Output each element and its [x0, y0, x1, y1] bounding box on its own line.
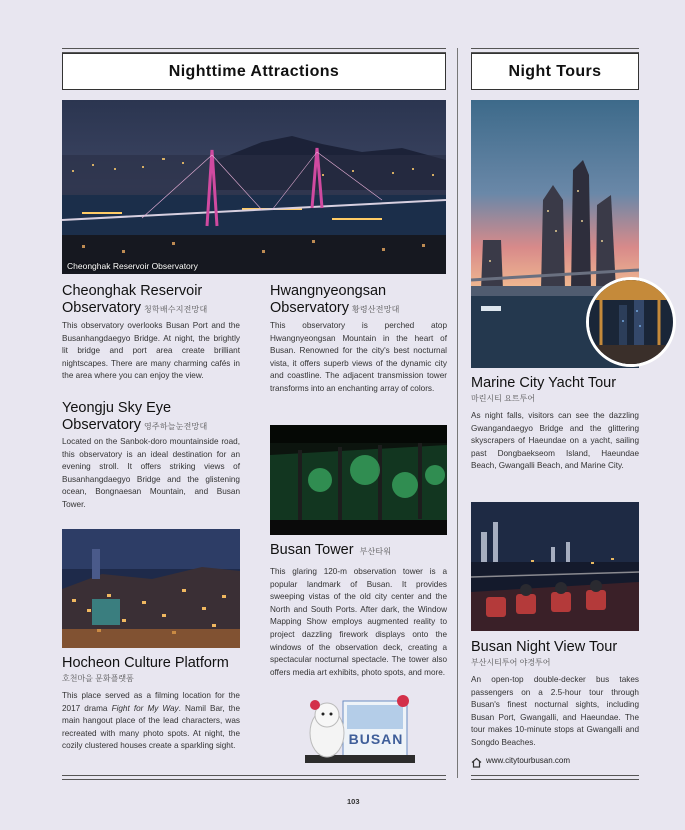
cheonghak-photo	[62, 100, 446, 274]
website-link[interactable]	[471, 755, 570, 766]
hwangnyeongsan-korean: 황령산전망대	[351, 305, 400, 314]
section-title-label: Night Tours	[508, 62, 602, 80]
yeongju-body: Located on the Sanbok-doro mountainside road, this observatory is an ideal destination for an evening stroll. It offers striking views of Busanhangdaegyo Bridge and the glistening ocean, Bongnaesan Mountain, and Busan Tower.	[62, 437, 240, 509]
yacht-body: As night falls, visitors can see the dazzling Gwangandaegyo Bridge and the glittering skyscrapers of Haeundae on a yacht, sailing past Dongbaekseom Island, Haeundae Beach, Gwangalli Beach, and Marine City.	[471, 411, 639, 471]
busan-logo-text: BUSAN	[348, 731, 404, 747]
section-title-night-tours	[471, 53, 639, 90]
yeongju-title-line2: Observatory	[62, 417, 141, 433]
cheonghak-caption: Cheonghak Reservoir Observatory	[67, 261, 198, 271]
home-icon	[471, 755, 482, 766]
busan-tower-title	[270, 542, 450, 560]
bottom-rule-left-1	[62, 775, 446, 776]
hwangnyeongsan-title-line1: Hwangnyeongsan	[270, 283, 387, 299]
top-rule-left-1	[62, 48, 446, 49]
yeongju-korean: 영주하늘눈전망대	[143, 422, 208, 431]
hocheon-title: Hocheon Culture Platform	[62, 655, 229, 671]
yeongju-title	[62, 400, 262, 435]
hwangnyeongsan-title-line2: Observatory	[270, 300, 349, 316]
hocheon-body-drama-title: Fight for My Way	[111, 703, 179, 713]
bottom-rule-right-2	[471, 779, 639, 780]
hocheon-photo	[62, 529, 240, 648]
hwangnyeongsan-title	[270, 283, 450, 318]
busan-mascot-logo	[305, 693, 415, 765]
busan-tower-photo	[270, 425, 447, 535]
column-divider	[457, 48, 458, 778]
top-rule-right-1	[471, 48, 639, 49]
cheonghak-body: This observatory overlooks Busan Port and the Busanhangdaegyo Bridge. At night, the brightly lit bridge and port area create brilliant nightscapes. There are many charming cafés in the area where you can enjoy the view.	[62, 321, 240, 381]
night-view-tour-title: Busan Night View Tour	[471, 639, 618, 655]
yacht-inset-photo	[586, 277, 676, 367]
night-view-tour-korean: 부산시티투어 야경투어	[471, 658, 551, 667]
night-view-tour-body: An open-top double-decker bus takes passengers on a 2.5-hour tour through Busan's finest nocturnal sights, including Busan Port, Gwangalli, and Haeundae. The tour makes 10-minute stops at Gwangalli and Songdo Beaches.	[471, 675, 639, 747]
night-view-tour-photo	[471, 502, 639, 631]
hocheon-korean: 호천마을 문화플랫폼	[62, 674, 134, 683]
bottom-rule-right-1	[471, 775, 639, 776]
cheonghak-title-line2: Observatory	[62, 300, 141, 316]
page-number: 103	[347, 797, 360, 806]
hwangnyeongsan-body: This observatory is perched atop Hwangnyeongsan Mountain in the heart of Busan. Renowned for the city's best nocturnal vista, it offers superb views of the dynamic city and coastline. The adjacent transmission tower transforms into an enchanting array of colors.	[270, 321, 447, 393]
yeongju-title-line1: Yeongju Sky Eye	[62, 400, 172, 416]
cheonghak-title-line1: Cheonghak Reservoir	[62, 283, 203, 299]
yacht-korean: 마린시티 요트투어	[471, 394, 536, 403]
section-title-label: Nighttime Attractions	[168, 62, 340, 80]
hocheon-body	[62, 690, 240, 753]
bottom-rule-left-2	[62, 779, 446, 780]
section-title-nighttime-attractions	[62, 53, 446, 90]
cheonghak-korean: 청학배수지전망대	[143, 305, 208, 314]
hocheon-body-part2: . Namil Bar, the main hangout place of the lead characters, was recreated with many photo spots. At night, the cozily clustered houses create a sparkling sight.	[62, 703, 240, 751]
website-url: www.citytourbusan.com	[486, 756, 571, 765]
busan-tower-body: This glaring 120-m observation tower is a popular landmark of Busan. It provides sweeping vistas of the old city center and the North and South Ports. After dark, the Window Mapping Show employs augmented reality to project dazzling firework displays onto the windows of the observation deck, creating a spectacular nocturnal spectacle. The tower also offers media art exhibits, photo spots, and more.	[270, 567, 447, 677]
cheonghak-title	[62, 283, 262, 318]
busan-tower-title-text: Busan Tower	[270, 542, 354, 558]
busan-tower-korean: 부산타워	[359, 547, 392, 556]
hocheon-body-part1: This place served as a filming location for the 2017 drama	[62, 691, 240, 713]
yacht-title: Marine City Yacht Tour	[471, 375, 617, 391]
